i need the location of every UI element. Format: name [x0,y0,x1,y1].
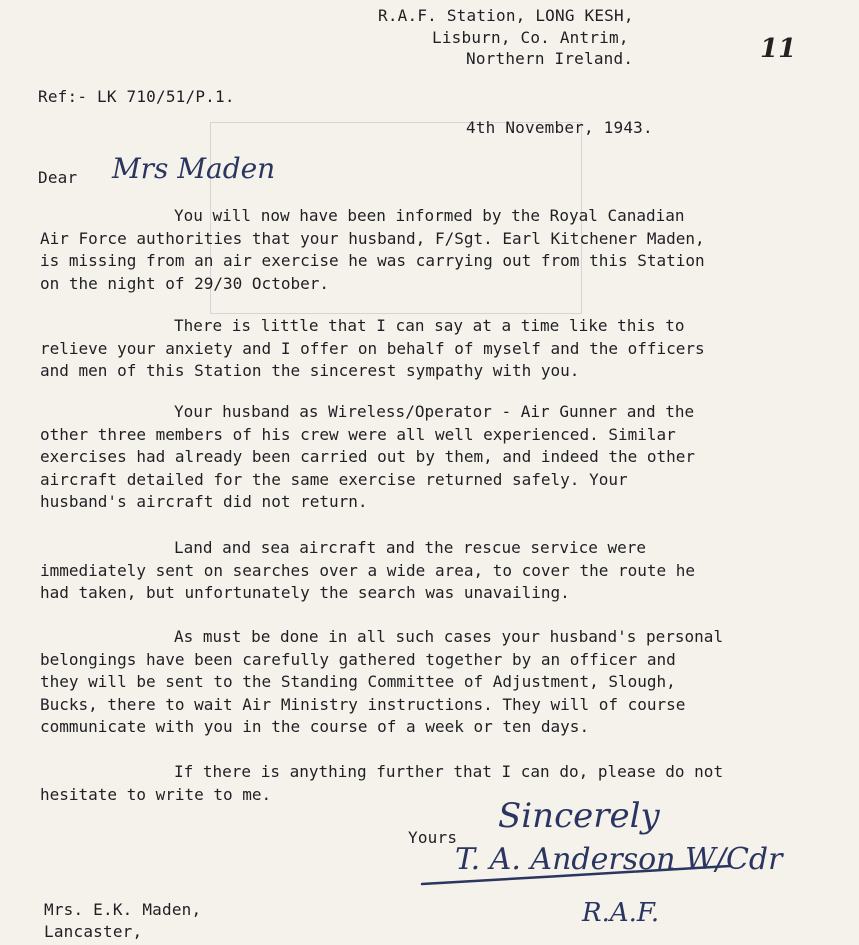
paragraph-5 [40,626,820,739]
paragraph-line: on the night of 29/30 October. [40,273,329,293]
paragraph-line: aircraft detailed for the same exercise returned safely. Your [40,469,628,489]
address-line-3: Northern Ireland. [466,49,634,68]
salutation: Dear [38,168,78,187]
paragraph-line: communicate with you in the course of a week or ten days. [40,717,590,736]
paragraph-3 [40,401,820,514]
address-line-1: R.A.F. Station, LONG KESH, [378,6,634,25]
signature: T. A. Anderson W/Cdr [455,842,783,877]
paragraph-1 [40,205,820,295]
paragraph-line: belongings have been carefully gathered together by an officer and [40,649,676,669]
paragraph-line: Air Force authorities that your husband, F/Sgt. Earl Kitchener Maden, [40,228,705,248]
address-line-2: Lisburn, Co. Antrim, [432,28,629,47]
paragraph-line: Your husband as Wireless/Operator - Air Gunner and the [174,402,695,421]
letter-date: 4th November, 1943. [466,118,653,137]
salutation-handwritten: Mrs Maden [112,152,276,185]
signature-rank: R.A.F. [582,898,660,928]
page-mark: 11 [760,34,797,64]
paragraph-line: Bucks, there to wait Air Ministry instructions. They will of course [40,694,686,714]
paragraph-line: You will now have been informed by the Royal Canadian [174,206,685,225]
paragraph-line: hesitate to write to me. [40,784,272,804]
paragraph-line: immediately sent on searches over a wide area, to cover the route he [40,560,696,580]
paragraph-line: they will be sent to the Standing Committee of Adjustment, Slough, [40,672,676,691]
paragraph-line: Land and sea aircraft and the rescue service were [174,538,647,557]
reference-number: Ref:- LK 710/51/P.1. [38,87,235,106]
paragraph-line: relieve your anxiety and I offer on behalf of myself and the officers [40,338,705,358]
paragraph-line: other three members of his crew were all well experienced. Similar [40,424,676,444]
paragraph-line: As must be done in all such cases your husband's personal [174,627,724,646]
paragraph-line: exercises had already been carried out by them, and indeed the other [40,447,696,466]
paragraph-line: is missing from an air exercise he was carrying out from this Station [40,251,705,270]
closing-handwritten: Sincerely [498,796,660,836]
paragraph-4 [40,537,820,605]
paragraph-line: husband's aircraft did not return. [40,492,368,511]
paragraph-line: There is little that I can say at a time like this to [174,316,685,335]
paragraph-line: If there is anything further that I can do, please do not [174,762,724,781]
paragraph-line: had taken, but unfortunately the search was unavailing. [40,583,570,602]
recipient-line-1: Mrs. E.K. Maden, [44,900,202,919]
paragraph-2 [40,315,820,383]
closing: Yours [408,828,458,847]
paragraph-line: and men of this Station the sincerest sympathy with you. [40,361,580,380]
paragraph-6 [40,761,820,806]
recipient-line-2: Lancaster, [44,922,143,941]
